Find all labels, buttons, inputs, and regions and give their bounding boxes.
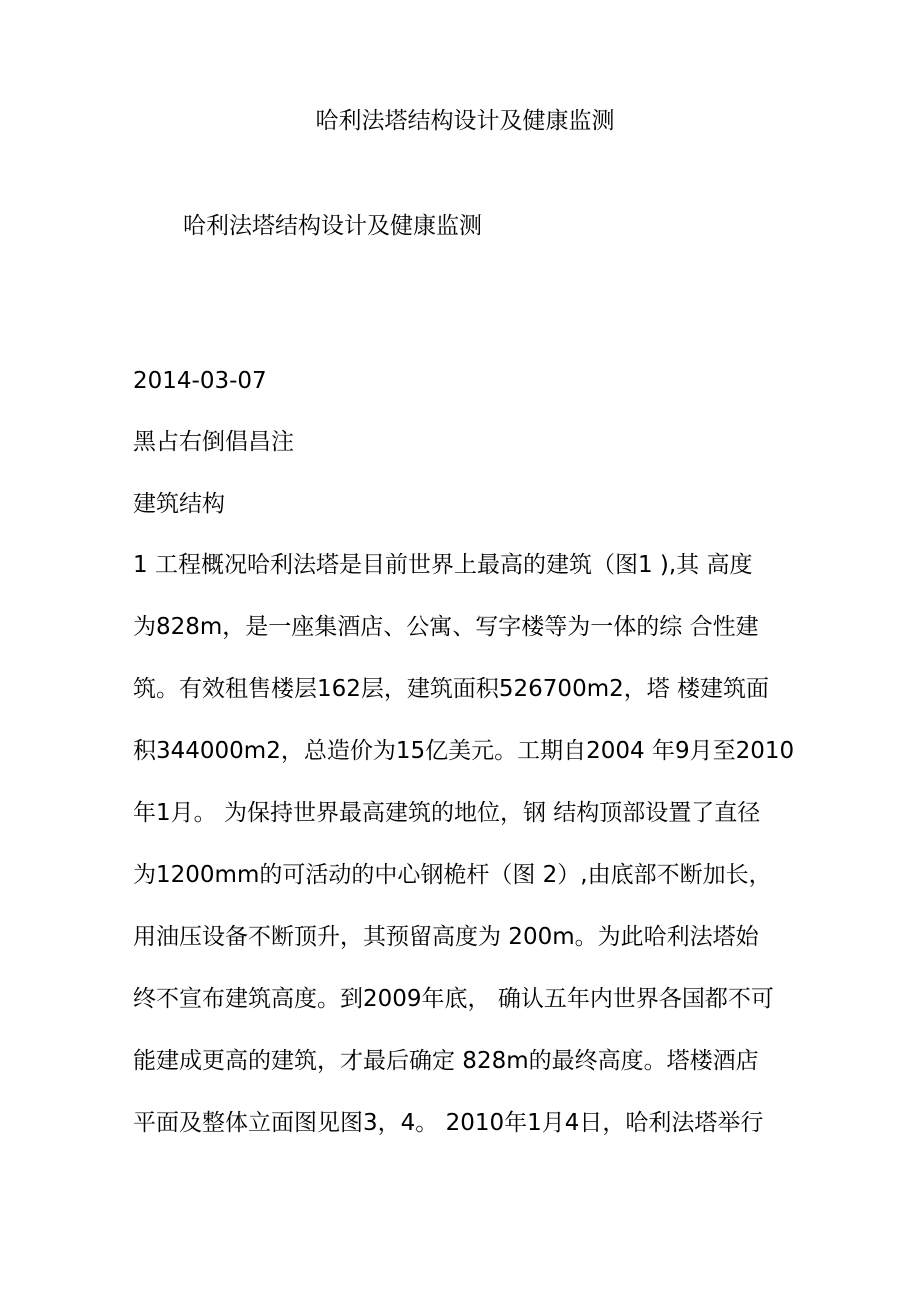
body-line: 筑。有效租售楼层162层，建筑面积526700m2，塔 楼建筑面 xyxy=(133,676,770,702)
body-line: 积344000m2，总造价为15亿美元。工期自2004 年9月至2010 xyxy=(133,738,795,764)
body-line: 1 工程概况哈利法塔是目前世界上最高的建筑（图1 ),其 高度 xyxy=(133,552,753,578)
body-line: 终不宣布建筑高度。到2009年底， 确认五年内世界各国都不可 xyxy=(133,986,774,1012)
article-title: 哈利法塔结构设计及健康监测 xyxy=(183,213,482,239)
body-line: 用油压设备不断顶升，其预留高度为 200m。为此哈利法塔始 xyxy=(133,924,759,950)
publish-date: 2014-03-07 xyxy=(133,368,267,394)
article-body xyxy=(133,548,803,1168)
category-label: 建筑结构 xyxy=(133,491,225,517)
author-name: 黑占右倒倡昌注 xyxy=(133,429,294,455)
document-title: 哈利法塔结构设计及健康监测 xyxy=(315,108,615,134)
body-line: 平面及整体立面图见图3，4。 2010年1月4日，哈利法塔举行 xyxy=(133,1110,764,1136)
body-line: 年1月。 为保持世界最高建筑的地位，钢 结构顶部设置了直径 xyxy=(133,800,761,826)
body-line: 能建成更高的建筑，才最后确定 828m的最终高度。塔楼酒店 xyxy=(133,1048,759,1074)
body-line: 为1200mm的可活动的中心钢桅杆（图 2）,由底部不断加长， xyxy=(133,862,772,888)
body-line: 为828m，是一座集酒店、公寓、写字楼等为一体的综 合性建 xyxy=(133,614,759,640)
